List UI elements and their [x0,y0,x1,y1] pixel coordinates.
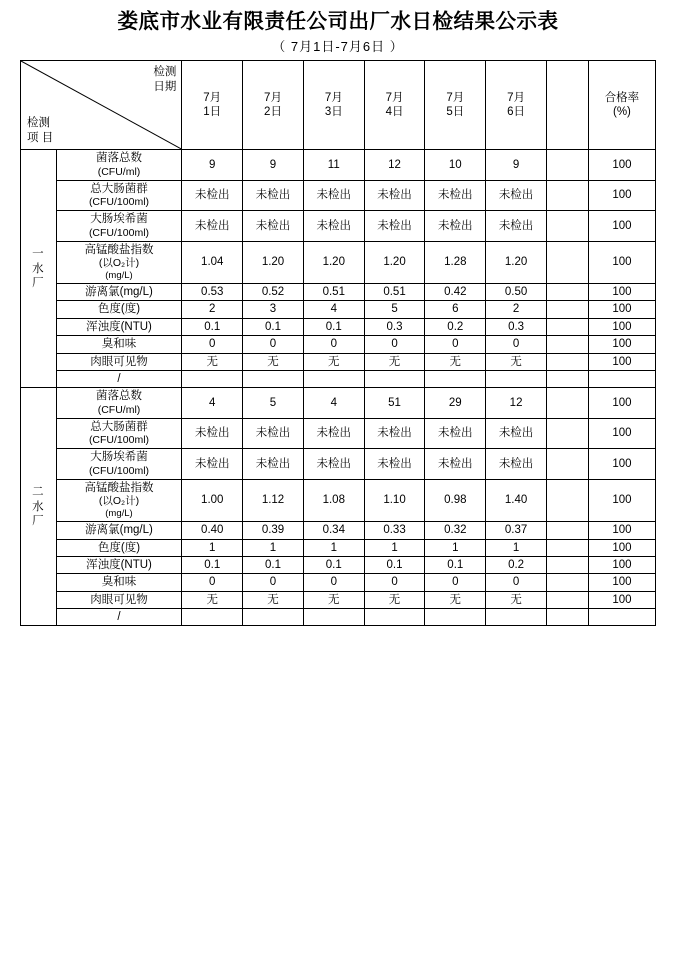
row-blank-cell [546,336,588,353]
row-pass-rate: 100 [588,211,655,242]
row-pass-rate: 100 [588,591,655,608]
row-item-name: 游离氯(mg/L) [56,522,182,539]
date-range-subtitle: （ 7月1日-7月6日 ） [272,38,404,54]
row-value-day-5: 1.28 [425,241,486,283]
row-value-day-3: 1 [303,539,364,556]
row-value-day-6: 未检出 [486,449,547,480]
row-value-day-2: 0.1 [243,556,304,573]
row-value-day-3: 0 [303,574,364,591]
row-pass-rate: 100 [588,241,655,283]
table-row [21,353,656,370]
row-value-day-6: 0.50 [486,284,547,301]
row-item-name: 大肠埃希菌 (CFU/100ml) [56,211,182,242]
table-row [21,180,656,211]
row-value-day-4: 无 [364,353,425,370]
row-value-day-6: 无 [486,353,547,370]
water-quality-table [20,60,656,626]
table-row [21,241,656,283]
row-value-day-4: 1 [364,539,425,556]
row-value-day-6: 9 [486,150,547,181]
row-value-day-5: 未检出 [425,211,486,242]
row-value-day-3: 11 [303,150,364,181]
row-value-day-1 [182,370,243,387]
row-value-day-2: 未检出 [243,418,304,449]
table-row [21,336,656,353]
row-value-day-2: 0 [243,336,304,353]
row-value-day-1: 1 [182,539,243,556]
row-value-day-5: 0.32 [425,522,486,539]
page-title: 娄底市水业有限责任公司出厂水日检结果公示表 [117,10,559,33]
row-pass-rate: 100 [588,284,655,301]
row-value-day-2: 无 [243,591,304,608]
row-value-day-3: 0.1 [303,556,364,573]
header-item-label: 检测 项 目 [27,117,54,144]
row-value-day-4: 5 [364,301,425,318]
row-value-day-4: 无 [364,591,425,608]
row-item-name: 色度(度) [56,301,182,318]
row-value-day-3: 0.1 [303,318,364,335]
table-row [21,418,656,449]
row-item-name: 肉眼可见物 [56,591,182,608]
row-value-day-6: 未检出 [486,418,547,449]
row-item-name: 总大肠菌群 (CFU/100ml) [56,180,182,211]
row-value-day-3: 未检出 [303,211,364,242]
row-item-name: 游离氯(mg/L) [56,284,182,301]
row-value-day-4: 未检出 [364,180,425,211]
row-value-day-5: 无 [425,591,486,608]
row-value-day-6: 0.3 [486,318,547,335]
row-value-day-2: 0 [243,574,304,591]
table-row [21,609,656,626]
header-day-4: 7月 4日 [364,61,425,150]
row-value-day-4: 0.1 [364,556,425,573]
row-value-day-6: 未检出 [486,180,547,211]
row-value-day-6: 1.40 [486,479,547,521]
row-value-day-1: 0 [182,574,243,591]
table-row [21,284,656,301]
row-value-day-3: 0 [303,336,364,353]
row-value-day-3: 0.51 [303,284,364,301]
row-value-day-1: 0 [182,336,243,353]
row-pass-rate [588,370,655,387]
row-pass-rate: 100 [588,388,655,419]
row-value-day-1: 1.00 [182,479,243,521]
table-row [21,479,656,521]
row-pass-rate: 100 [588,449,655,480]
table-row [21,370,656,387]
row-item-name: / [56,370,182,387]
row-value-day-1: 0.1 [182,556,243,573]
row-value-day-6 [486,609,547,626]
row-item-name: 肉眼可见物 [56,353,182,370]
row-value-day-4: 0.3 [364,318,425,335]
row-value-day-3: 4 [303,301,364,318]
table-row [21,211,656,242]
row-pass-rate: 100 [588,539,655,556]
row-value-day-2 [243,370,304,387]
table-row [21,388,656,419]
row-pass-rate: 100 [588,479,655,521]
row-value-day-2: 无 [243,353,304,370]
row-value-day-1: 4 [182,388,243,419]
row-value-day-1: 未检出 [182,449,243,480]
row-pass-rate: 100 [588,150,655,181]
row-value-day-1: 0.40 [182,522,243,539]
row-value-day-3: 未检出 [303,180,364,211]
row-blank-cell [546,522,588,539]
row-value-day-2: 未检出 [243,180,304,211]
header-corner-diagonal-cell [21,61,182,150]
plant-group-label-2: 二 水 厂 [21,388,57,626]
header-day-5: 7月 5日 [425,61,486,150]
row-value-day-2: 3 [243,301,304,318]
row-value-day-4: 0.33 [364,522,425,539]
row-value-day-1: 无 [182,591,243,608]
row-value-day-3: 未检出 [303,418,364,449]
row-value-day-4: 1.20 [364,241,425,283]
table-row [21,591,656,608]
table-row [21,301,656,318]
table-row [21,574,656,591]
row-value-day-5: 1 [425,539,486,556]
row-value-day-2: 1.20 [243,241,304,283]
row-value-day-4: 1.10 [364,479,425,521]
row-value-day-4: 51 [364,388,425,419]
row-blank-cell [546,353,588,370]
row-pass-rate: 100 [588,180,655,211]
row-value-day-1: 未检出 [182,211,243,242]
row-value-day-1 [182,609,243,626]
row-value-day-6: 0 [486,574,547,591]
row-value-day-6: 2 [486,301,547,318]
row-value-day-1: 0.1 [182,318,243,335]
table-row [21,318,656,335]
row-value-day-5: 0.2 [425,318,486,335]
row-blank-cell [546,284,588,301]
row-item-name: 色度(度) [56,539,182,556]
row-blank-cell [546,591,588,608]
row-blank-cell [546,609,588,626]
row-blank-cell [546,318,588,335]
row-item-name: 臭和味 [56,574,182,591]
row-blank-cell [546,556,588,573]
row-blank-cell [546,479,588,521]
row-blank-cell [546,418,588,449]
table-row [21,150,656,181]
row-value-day-4: 未检出 [364,211,425,242]
header-day-1: 7月 1日 [182,61,243,150]
row-blank-cell [546,211,588,242]
row-value-day-2 [243,609,304,626]
row-value-day-1: 2 [182,301,243,318]
row-pass-rate: 100 [588,522,655,539]
row-value-day-5: 10 [425,150,486,181]
row-value-day-6: 0 [486,336,547,353]
row-value-day-6: 12 [486,388,547,419]
row-value-day-5: 无 [425,353,486,370]
row-blank-cell [546,241,588,283]
row-value-day-3: 4 [303,388,364,419]
row-value-day-4 [364,609,425,626]
row-value-day-2: 9 [243,150,304,181]
row-value-day-6: 0.2 [486,556,547,573]
row-value-day-3: 1.20 [303,241,364,283]
row-value-day-5: 0.1 [425,556,486,573]
table-row [21,449,656,480]
row-value-day-2: 0.1 [243,318,304,335]
row-value-day-5: 6 [425,301,486,318]
row-value-day-5: 0.98 [425,479,486,521]
header-day-2: 7月 2日 [243,61,304,150]
header-pass-rate: 合格率 (%) [588,61,655,150]
row-value-day-3: 0.34 [303,522,364,539]
row-blank-cell [546,370,588,387]
row-value-day-2: 1 [243,539,304,556]
plant-group-label-1: 一 水 厂 [21,150,57,388]
row-blank-cell [546,388,588,419]
row-item-name: 总大肠菌群 (CFU/100ml) [56,418,182,449]
row-item-name: 大肠埃希菌 (CFU/100ml) [56,449,182,480]
row-item-name: 高锰酸盐指数 (以O₂计) (mg/L) [56,479,182,521]
row-pass-rate: 100 [588,318,655,335]
row-value-day-5: 0 [425,574,486,591]
header-date-label: 检测 日期 [153,66,177,93]
row-value-day-1: 未检出 [182,180,243,211]
row-value-day-5: 未检出 [425,418,486,449]
row-blank-cell [546,539,588,556]
row-blank-cell [546,150,588,181]
row-pass-rate: 100 [588,418,655,449]
row-value-day-6 [486,370,547,387]
header-blank-column [546,61,588,150]
row-blank-cell [546,180,588,211]
row-item-name: / [56,609,182,626]
row-pass-rate [588,609,655,626]
row-value-day-5: 0 [425,336,486,353]
row-value-day-5 [425,609,486,626]
row-value-day-6: 1 [486,539,547,556]
row-value-day-1: 0.53 [182,284,243,301]
row-blank-cell [546,449,588,480]
row-value-day-2: 5 [243,388,304,419]
row-value-day-4: 0 [364,336,425,353]
row-pass-rate: 100 [588,574,655,591]
row-pass-rate: 100 [588,301,655,318]
row-item-name: 菌落总数 (CFU/ml) [56,388,182,419]
row-value-day-3: 无 [303,591,364,608]
table-row [21,522,656,539]
row-value-day-2: 0.39 [243,522,304,539]
row-value-day-1: 未检出 [182,418,243,449]
row-value-day-5: 未检出 [425,180,486,211]
row-item-name: 浑浊度(NTU) [56,318,182,335]
table-row [21,556,656,573]
row-value-day-5 [425,370,486,387]
row-pass-rate: 100 [588,353,655,370]
row-item-name: 臭和味 [56,336,182,353]
row-value-day-5: 29 [425,388,486,419]
row-value-day-5: 未检出 [425,449,486,480]
row-value-day-4 [364,370,425,387]
row-value-day-3 [303,370,364,387]
row-value-day-2: 1.12 [243,479,304,521]
row-value-day-4: 0.51 [364,284,425,301]
row-value-day-4: 未检出 [364,418,425,449]
row-value-day-1: 1.04 [182,241,243,283]
row-value-day-4: 0 [364,574,425,591]
row-value-day-2: 未检出 [243,449,304,480]
row-blank-cell [546,301,588,318]
row-value-day-3: 无 [303,353,364,370]
row-item-name: 菌落总数 (CFU/ml) [56,150,182,181]
row-item-name: 高锰酸盐指数 (以O₂计) (mg/L) [56,241,182,283]
row-value-day-1: 9 [182,150,243,181]
row-pass-rate: 100 [588,556,655,573]
table-header-row [21,61,656,150]
row-value-day-3: 未检出 [303,449,364,480]
row-value-day-3: 1.08 [303,479,364,521]
row-value-day-6: 0.37 [486,522,547,539]
row-value-day-6: 未检出 [486,211,547,242]
header-day-6: 7月 6日 [486,61,547,150]
table-body [21,61,656,626]
row-blank-cell [546,574,588,591]
row-value-day-5: 0.42 [425,284,486,301]
row-value-day-1: 无 [182,353,243,370]
table-row [21,539,656,556]
row-value-day-4: 12 [364,150,425,181]
row-value-day-6: 无 [486,591,547,608]
row-value-day-2: 未检出 [243,211,304,242]
row-value-day-4: 未检出 [364,449,425,480]
row-pass-rate: 100 [588,336,655,353]
row-item-name: 浑浊度(NTU) [56,556,182,573]
row-value-day-2: 0.52 [243,284,304,301]
header-day-3: 7月 3日 [303,61,364,150]
row-value-day-3 [303,609,364,626]
row-value-day-6: 1.20 [486,241,547,283]
